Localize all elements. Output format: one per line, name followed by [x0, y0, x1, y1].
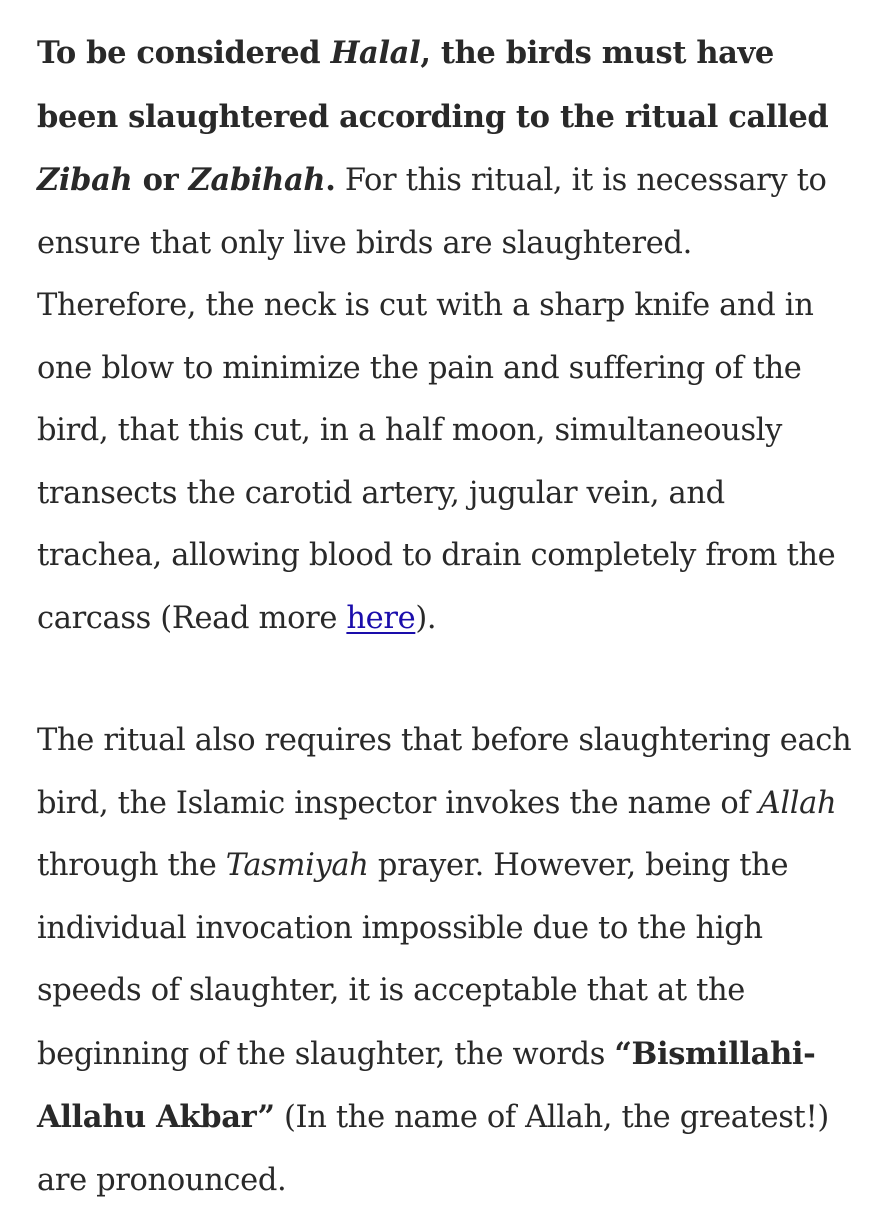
article-body	[37, 22, 857, 1212]
term-allah: Allah	[758, 785, 837, 821]
lead-text-1: To be considered	[37, 35, 331, 71]
body-text-1: For this ritual, it is necessary to ensure that only live birds are slaughtered. Therefore, the neck is cut with a sharp knife and in one blow to minimize the pain and suffering of the bird, that this cut, in a half moon, simultaneously transects the carotid artery, jugular vein, and trachea, allowing blood to drain completely from the carcass (Read more	[37, 163, 836, 636]
lead-text-4: .	[325, 162, 336, 198]
term-tasmiyah: Tasmiyah	[225, 848, 369, 883]
bold-invocation: “Bismillahi-Allahu Akbar”	[37, 1035, 816, 1135]
p2-text-3: prayer. However, being the individual invocation impossible due to the high speeds of slaughter, it is acceptable that at the beginning of the slaughter, the words	[37, 848, 789, 1072]
lead-text-3: or	[132, 162, 189, 198]
p2-text-2: through the	[37, 848, 226, 883]
p2-text-4: (In the name of Allah, the greatest!) are pronounced.	[37, 1100, 829, 1198]
paragraph-halal-ritual	[37, 22, 857, 650]
body-text-2: ).	[415, 600, 437, 636]
term-zibah: Zibah	[37, 162, 133, 198]
paragraph-tasmiyah	[37, 710, 857, 1212]
term-zabihah: Zabihah	[188, 162, 326, 198]
p2-text-1: The ritual also requires that before slaughtering each bird, the Islamic inspector invokes the name of	[37, 723, 852, 821]
read-more-link[interactable]: here	[346, 600, 416, 636]
term-halal: Halal	[330, 35, 421, 71]
lead-text-2: , the birds must have been slaughtered according to the ritual called	[37, 35, 829, 135]
